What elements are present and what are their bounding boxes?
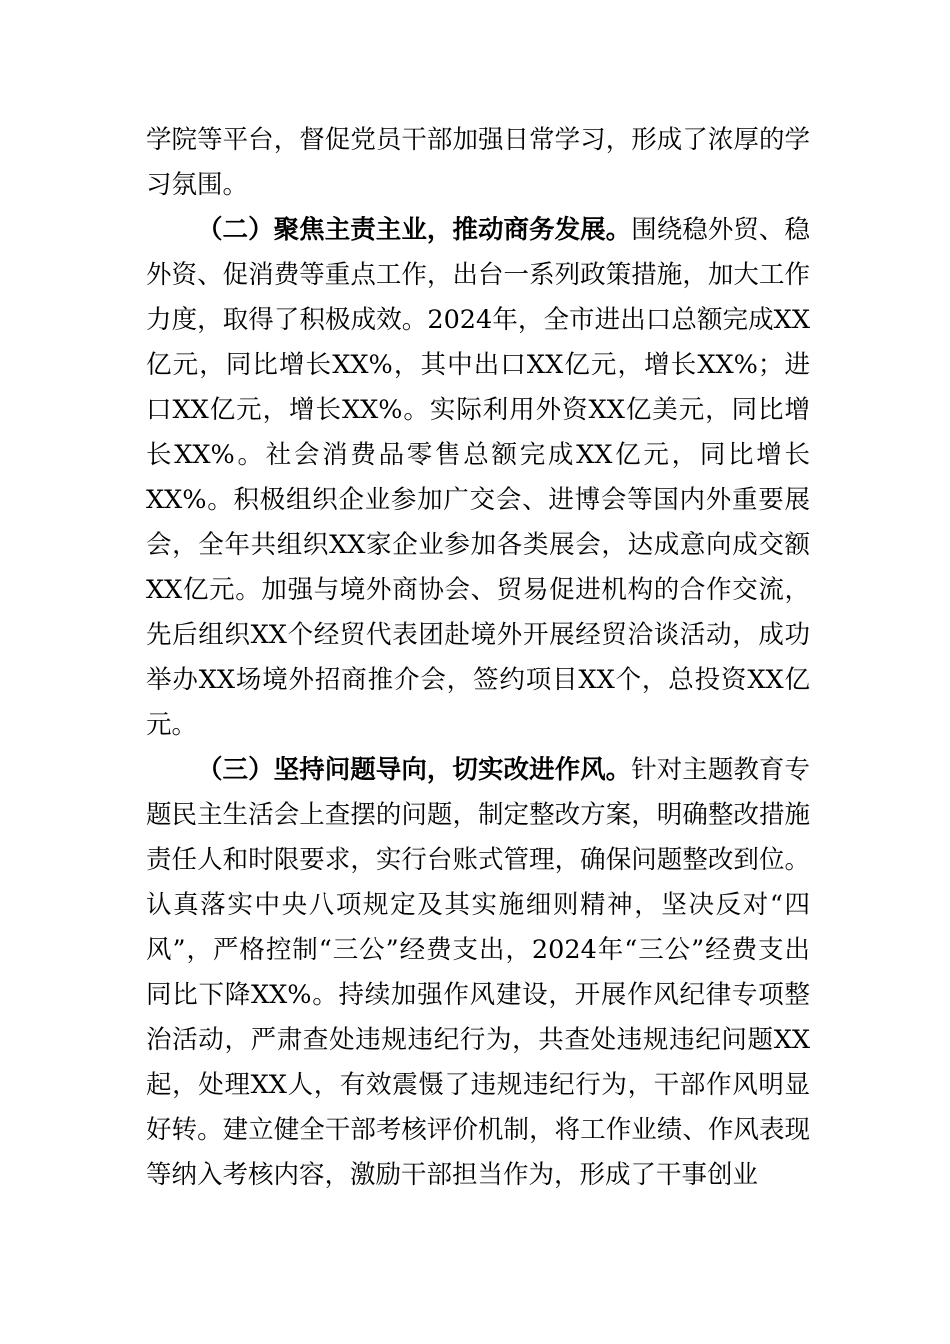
paragraph-heading: （二）聚焦主责主业，推动商务发展。: [197, 215, 632, 245]
paragraph-heading: （三）坚持问题导向，切实改进作风。: [197, 755, 632, 785]
paragraph-commerce: [146, 208, 810, 748]
paragraph-body: 围绕稳外贸、稳外资、促消费等重点工作，出台一系列政策措施，加大工作力度，取得了积极成效。2024年，全市进出口总额完成XX亿元，同比增长XX%，其中出口XX亿元，增长XX%；进口XX亿元，增长XX%。实际利用外资XX亿美元，同比增长XX%。社会消费品零售总额完成XX亿元，同比增长XX%。积极组织企业参加广交会、进博会等国内外重要展会，全年共组织XX家企业参加各类展会，达成意向成交额XX亿元。加强与境外商协会、贸易促进机构的合作交流，先后组织XX个经贸代表团赴境外开展经贸洽谈活动，成功举办XX场境外招商推介会，签约项目XX个，总投资XX亿元。: [146, 215, 810, 740]
document-page: [146, 118, 810, 1198]
paragraph-body: 针对主题教育专题民主生活会上查摆的问题，制定整改方案，明确整改措施责任人和时限要求，实行台账式管理，确保问题整改到位。认真落实中央八项规定及其实施细则精神，坚决反对“四风”，严格控制“三公”经费支出，2024年“三公”经费支出同比下降XX%。持续加强作风建设，开展作风纪律专项整治活动，严肃查处违规违纪行为，共查处违规违纪问题XX起，处理XX人，有效震慑了违规违纪行为，干部作风明显好转。建立健全干部考核评价机制，将工作业绩、作风表现等纳入考核内容，激励干部担当作为，形成了干事创业: [146, 755, 810, 1190]
paragraph-continuation: [146, 118, 810, 208]
paragraph-body: 学院等平台，督促党员干部加强日常学习，形成了浓厚的学习氛围。: [146, 125, 810, 200]
paragraph-work-style: [146, 748, 810, 1198]
